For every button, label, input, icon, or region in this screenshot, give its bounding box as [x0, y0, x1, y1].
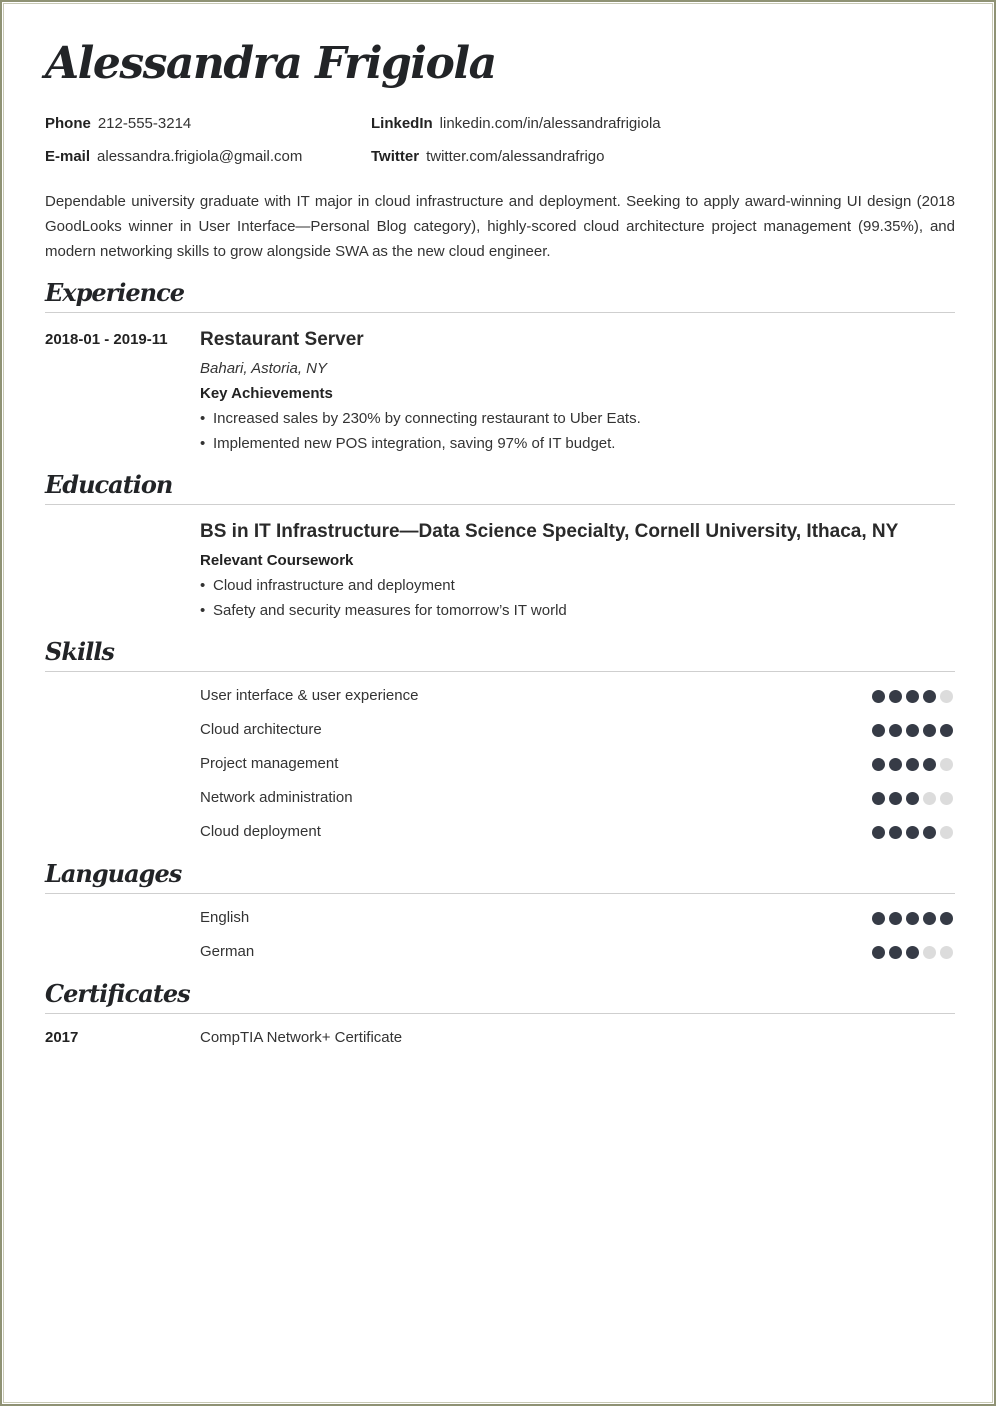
skill-rating [872, 792, 953, 805]
company: Bahari, Astoria, NY [200, 360, 327, 377]
rating-dot-filled [872, 946, 885, 959]
language-rating [872, 912, 953, 925]
coursework-item: • Cloud infrastructure and deployment [200, 577, 455, 594]
rating-dot-filled [923, 724, 936, 737]
twitter-label: Twitter [371, 148, 420, 165]
experience-dates: 2018-01 - 2019-11 [45, 331, 168, 348]
rating-dot-filled [872, 826, 885, 839]
rating-dot-filled [872, 912, 885, 925]
rating-dot-filled [889, 826, 902, 839]
twitter-value: twitter.com/alessandrafrigo [426, 148, 605, 165]
rating-dot-filled [906, 946, 919, 959]
skill-rating [872, 758, 953, 771]
language-name: English [200, 909, 250, 926]
rating-dot-filled [889, 912, 902, 925]
phone-label: Phone [45, 115, 91, 132]
rating-dot-filled [872, 792, 885, 805]
rating-dot-filled [872, 724, 885, 737]
rating-dot-filled [889, 758, 902, 771]
section-title-certificates: Certificates [45, 979, 955, 1014]
rating-dot-filled [872, 690, 885, 703]
section-title-education: Education [45, 470, 955, 505]
section-title-skills: Skills [45, 637, 955, 672]
rating-dot-filled [923, 826, 936, 839]
rating-dot-filled [923, 690, 936, 703]
rating-dot-filled [906, 724, 919, 737]
rating-dot-filled [923, 758, 936, 771]
phone-value: 212-555-3214 [97, 115, 192, 132]
rating-dot-empty [940, 792, 953, 805]
section-title-experience: Experience [45, 278, 955, 313]
skill-rating [872, 724, 953, 737]
email-value: alessandra.frigiola@gmail.com [97, 148, 303, 165]
rating-dot-empty [940, 946, 953, 959]
rating-dot-empty [923, 946, 936, 959]
skill-rating [872, 690, 953, 703]
rating-dot-filled [889, 946, 902, 959]
rating-dot-filled [906, 690, 919, 703]
rating-dot-filled [889, 792, 902, 805]
summary-paragraph: Dependable university graduate with IT major in cloud infrastructure and deployment. Seeking to apply award-winning UI design (2018 GoodLooks winner in User Interface—Personal Blog category), highly-scored cloud architecture project management (99.35%), and modern networking skills to grow alongside SWA as the new cloud engineer. [45, 193, 955, 260]
email-label: E-mail [45, 148, 91, 165]
contact-email [45, 148, 302, 165]
rating-dot-filled [940, 912, 953, 925]
achievements-heading: Key Achievements [200, 385, 333, 402]
rating-dot-filled [940, 724, 953, 737]
rating-dot-empty [923, 792, 936, 805]
coursework-text: Safety and security measures for tomorrow’s IT world [213, 602, 567, 619]
rating-dot-filled [872, 758, 885, 771]
rating-dot-filled [906, 792, 919, 805]
rating-dot-empty [940, 826, 953, 839]
section-title-languages: Languages [45, 859, 955, 894]
coursework-text: Cloud infrastructure and deployment [213, 577, 455, 594]
skill-name: Cloud architecture [200, 721, 322, 738]
coursework-item: • Safety and security measures for tomorrow’s IT world [200, 602, 567, 619]
rating-dot-filled [906, 826, 919, 839]
skill-name: User interface & user experience [200, 687, 419, 704]
certificate-year: 2017 [45, 1029, 79, 1046]
contact-phone [45, 115, 191, 132]
degree: BS in IT Infrastructure—Data Science Specialty, Cornell University, Ithaca, NY [200, 521, 899, 542]
contact-linkedin [371, 115, 661, 132]
achievement-text: Implemented new POS integration, saving 97% of IT budget. [213, 435, 616, 452]
skill-rating [872, 826, 953, 839]
linkedin-value: linkedin.com/in/alessandrafrigiola [439, 115, 661, 132]
rating-dot-filled [906, 912, 919, 925]
rating-dot-filled [923, 912, 936, 925]
skill-name: Project management [200, 755, 339, 772]
achievement-item: • Implemented new POS integration, saving 97% of IT budget. [200, 435, 616, 452]
certificate-name: CompTIA Network+ Certificate [200, 1029, 403, 1046]
rating-dot-filled [906, 758, 919, 771]
achievement-text: Increased sales by 230% by connecting restaurant to Uber Eats. [213, 410, 641, 427]
linkedin-label: LinkedIn [371, 115, 433, 132]
rating-dot-empty [940, 758, 953, 771]
candidate-name: Alessandra Frigiola [45, 38, 496, 89]
rating-dot-filled [889, 724, 902, 737]
coursework-heading: Relevant Coursework [200, 552, 354, 569]
achievement-item: • Increased sales by 230% by connecting restaurant to Uber Eats. [200, 410, 641, 427]
rating-dot-filled [889, 690, 902, 703]
contact-twitter [371, 148, 604, 165]
skill-name: Cloud deployment [200, 823, 321, 840]
language-name: German [200, 943, 255, 960]
language-rating [872, 946, 953, 959]
skill-name: Network administration [200, 789, 353, 806]
job-title: Restaurant Server [200, 329, 364, 350]
rating-dot-empty [940, 690, 953, 703]
